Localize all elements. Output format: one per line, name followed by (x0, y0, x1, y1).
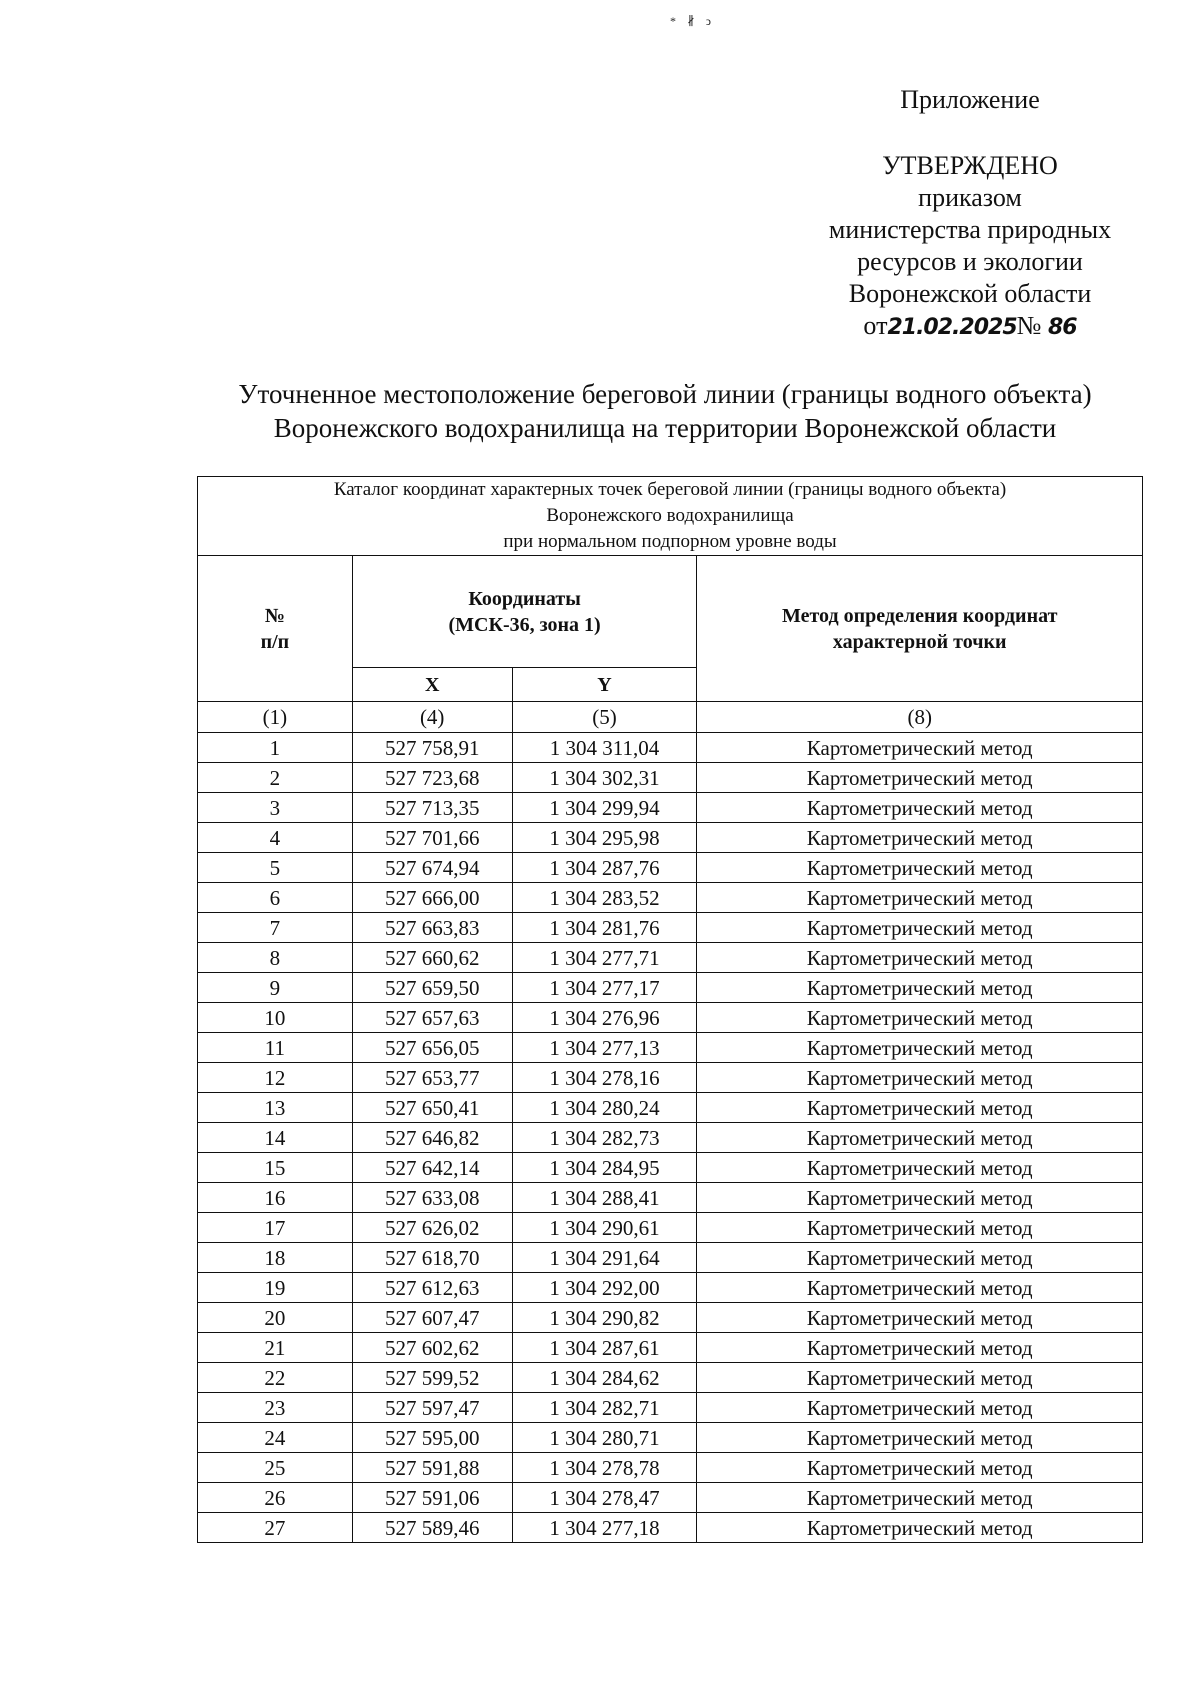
column-number: (1) (198, 702, 353, 733)
column-number: (8) (697, 702, 1143, 733)
cell-method: Картометрический метод (697, 883, 1143, 913)
table-row (198, 793, 1143, 823)
header-coordinates (352, 556, 697, 668)
cell-x: 527 618,70 (352, 1243, 512, 1273)
header-number (198, 556, 353, 702)
approval-line: Воронежской области (848, 279, 1092, 308)
cell-x: 527 660,62 (352, 943, 512, 973)
table-row (198, 1273, 1143, 1303)
table-row (198, 1063, 1143, 1093)
cell-x: 527 633,08 (352, 1183, 512, 1213)
order-number-label: № (1016, 311, 1042, 340)
header-x: X (352, 668, 512, 702)
cell-y: 1 304 277,71 (512, 943, 697, 973)
table-row (198, 1483, 1143, 1513)
cell-y: 1 304 288,41 (512, 1183, 697, 1213)
cell-number: 8 (198, 943, 353, 973)
column-number-row (198, 702, 1143, 733)
cell-method: Картометрический метод (697, 1393, 1143, 1423)
table-row (198, 1393, 1143, 1423)
cell-number: 10 (198, 1003, 353, 1033)
cell-y: 1 304 277,17 (512, 973, 697, 1003)
cell-number: 23 (198, 1393, 353, 1423)
table-row (198, 1453, 1143, 1483)
cell-x: 527 626,02 (352, 1213, 512, 1243)
cell-y: 1 304 276,96 (512, 1003, 697, 1033)
document-title (190, 377, 1140, 445)
approved-heading: УТВЕРЖДЕНО (882, 151, 1058, 180)
cell-method: Картометрический метод (697, 823, 1143, 853)
cell-y: 1 304 287,61 (512, 1333, 697, 1363)
table-caption (198, 477, 1143, 556)
caption-line: Каталог координат характерных точек береговой линии (границы водного объекта) (333, 479, 1007, 500)
cell-x: 527 612,63 (352, 1273, 512, 1303)
cell-number: 24 (198, 1423, 353, 1453)
order-prefix: от (863, 311, 888, 340)
cell-y: 1 304 290,61 (512, 1213, 697, 1243)
caption-line: Воронежского водохранилища (546, 505, 794, 526)
cell-method: Картометрический метод (697, 1123, 1143, 1153)
cell-number: 26 (198, 1483, 353, 1513)
cell-y: 1 304 290,82 (512, 1303, 697, 1333)
cell-x: 527 663,83 (352, 913, 512, 943)
cell-number: 13 (198, 1093, 353, 1123)
table-row (198, 823, 1143, 853)
cell-y: 1 304 278,47 (512, 1483, 697, 1513)
table-row (198, 1033, 1143, 1063)
cell-number: 2 (198, 763, 353, 793)
cell-method: Картометрический метод (697, 943, 1143, 973)
cell-method: Картометрический метод (697, 1033, 1143, 1063)
cell-x: 527 602,62 (352, 1333, 512, 1363)
table-row (198, 1183, 1143, 1213)
cell-y: 1 304 284,95 (512, 1153, 697, 1183)
table-row (198, 913, 1143, 943)
cell-y: 1 304 278,16 (512, 1063, 697, 1093)
cell-y: 1 304 282,71 (512, 1393, 697, 1423)
cell-y: 1 304 291,64 (512, 1243, 697, 1273)
appendix-label: Приложение (900, 85, 1040, 114)
header-number-line: № (264, 604, 285, 627)
cell-y: 1 304 287,76 (512, 853, 697, 883)
cell-y: 1 304 311,04 (512, 733, 697, 763)
cell-x: 527 607,47 (352, 1303, 512, 1333)
table-row (198, 1003, 1143, 1033)
title-line: Уточненное местоположение береговой линии (границы водного объекта) (238, 379, 1092, 409)
cell-x: 527 758,91 (352, 733, 512, 763)
cell-method: Картометрический метод (697, 1513, 1143, 1543)
cell-method: Картометрический метод (697, 793, 1143, 823)
coordinates-table (197, 476, 1143, 1543)
header-number-line: п/п (260, 630, 290, 653)
cell-method: Картометрический метод (697, 1093, 1143, 1123)
cell-number: 22 (198, 1363, 353, 1393)
cell-method: Картометрический метод (697, 1483, 1143, 1513)
cell-method: Картометрический метод (697, 1153, 1143, 1183)
header-coordinates-line: (МСК-36, зона 1) (448, 613, 601, 636)
cell-y: 1 304 302,31 (512, 763, 697, 793)
cell-method: Картометрический метод (697, 763, 1143, 793)
cell-x: 527 646,82 (352, 1123, 512, 1153)
cell-x: 527 666,00 (352, 883, 512, 913)
cell-number: 25 (198, 1453, 353, 1483)
cell-x: 527 653,77 (352, 1063, 512, 1093)
cell-y: 1 304 280,24 (512, 1093, 697, 1123)
cell-y: 1 304 277,13 (512, 1033, 697, 1063)
cell-number: 20 (198, 1303, 353, 1333)
cell-x: 527 713,35 (352, 793, 512, 823)
header-coordinates-line: Координаты (468, 587, 581, 610)
table-row (198, 1513, 1143, 1543)
scan-marks: * ∦ ↄ (670, 14, 715, 28)
cell-number: 7 (198, 913, 353, 943)
table-row (198, 1153, 1143, 1183)
cell-y: 1 304 299,94 (512, 793, 697, 823)
cell-y: 1 304 284,62 (512, 1363, 697, 1393)
table-row (198, 1213, 1143, 1243)
approval-line: министерства природных (828, 215, 1112, 244)
header-method-line: Метод определения координат (782, 604, 1058, 627)
cell-x: 527 597,47 (352, 1393, 512, 1423)
table-row (198, 1093, 1143, 1123)
cell-number: 27 (198, 1513, 353, 1543)
table-row (198, 1243, 1143, 1273)
cell-number: 19 (198, 1273, 353, 1303)
cell-y: 1 304 292,00 (512, 1273, 697, 1303)
cell-x: 527 595,00 (352, 1423, 512, 1453)
cell-x: 527 656,05 (352, 1033, 512, 1063)
order-number: 86 (1047, 315, 1077, 340)
cell-x: 527 650,41 (352, 1093, 512, 1123)
cell-method: Картометрический метод (697, 1183, 1143, 1213)
cell-x: 527 723,68 (352, 763, 512, 793)
table-row (198, 973, 1143, 1003)
cell-method: Картометрический метод (697, 1003, 1143, 1033)
cell-y: 1 304 280,71 (512, 1423, 697, 1453)
cell-number: 11 (198, 1033, 353, 1063)
header-y: Y (512, 668, 697, 702)
cell-x: 527 642,14 (352, 1153, 512, 1183)
table-caption-row (198, 477, 1143, 556)
cell-y: 1 304 278,78 (512, 1453, 697, 1483)
cell-method: Картометрический метод (697, 1243, 1143, 1273)
table-row (198, 1333, 1143, 1363)
cell-x: 527 591,88 (352, 1453, 512, 1483)
cell-number: 4 (198, 823, 353, 853)
approval-stamp (760, 150, 1180, 344)
cell-y: 1 304 295,98 (512, 823, 697, 853)
header-row (198, 556, 1143, 668)
cell-method: Картометрический метод (697, 853, 1143, 883)
cell-method: Картометрический метод (697, 1453, 1143, 1483)
cell-method: Картометрический метод (697, 733, 1143, 763)
cell-y: 1 304 281,76 (512, 913, 697, 943)
cell-method: Картометрический метод (697, 973, 1143, 1003)
header-method (697, 556, 1143, 702)
column-number: (4) (352, 702, 512, 733)
cell-number: 18 (198, 1243, 353, 1273)
header-method-line: характерной точки (832, 630, 1007, 653)
cell-number: 15 (198, 1153, 353, 1183)
table-row (198, 1363, 1143, 1393)
table-row (198, 763, 1143, 793)
table-row (198, 883, 1143, 913)
cell-x: 527 589,46 (352, 1513, 512, 1543)
column-number: (5) (512, 702, 697, 733)
cell-method: Картометрический метод (697, 913, 1143, 943)
cell-method: Картометрический метод (697, 1363, 1143, 1393)
cell-x: 527 674,94 (352, 853, 512, 883)
table-row (198, 1303, 1143, 1333)
cell-y: 1 304 282,73 (512, 1123, 697, 1153)
cell-y: 1 304 277,18 (512, 1513, 697, 1543)
cell-x: 527 657,63 (352, 1003, 512, 1033)
title-line: Воронежского водохранилища на территории Воронежской области (273, 413, 1057, 443)
cell-number: 1 (198, 733, 353, 763)
cell-x: 527 701,66 (352, 823, 512, 853)
cell-method: Картометрический метод (697, 1273, 1143, 1303)
table-row (198, 1423, 1143, 1453)
cell-y: 1 304 283,52 (512, 883, 697, 913)
cell-method: Картометрический метод (697, 1423, 1143, 1453)
table-row (198, 1123, 1143, 1153)
cell-x: 527 591,06 (352, 1483, 512, 1513)
cell-number: 5 (198, 853, 353, 883)
cell-number: 3 (198, 793, 353, 823)
order-reference (760, 310, 1180, 344)
cell-method: Картометрический метод (697, 1303, 1143, 1333)
cell-number: 16 (198, 1183, 353, 1213)
cell-x: 527 659,50 (352, 973, 512, 1003)
table-row (198, 733, 1143, 763)
approval-line: ресурсов и экологии (857, 247, 1083, 276)
table-row (198, 943, 1143, 973)
cell-number: 17 (198, 1213, 353, 1243)
cell-number: 9 (198, 973, 353, 1003)
cell-x: 527 599,52 (352, 1363, 512, 1393)
cell-method: Картометрический метод (697, 1213, 1143, 1243)
cell-number: 12 (198, 1063, 353, 1093)
cell-method: Картометрический метод (697, 1063, 1143, 1093)
caption-line: при нормальном подпорном уровне воды (503, 531, 837, 552)
table-row (198, 853, 1143, 883)
cell-method: Картометрический метод (697, 1333, 1143, 1363)
approval-line: приказом (918, 183, 1022, 212)
cell-number: 14 (198, 1123, 353, 1153)
order-date: 21.02.2025 (887, 315, 1017, 340)
cell-number: 21 (198, 1333, 353, 1363)
cell-number: 6 (198, 883, 353, 913)
